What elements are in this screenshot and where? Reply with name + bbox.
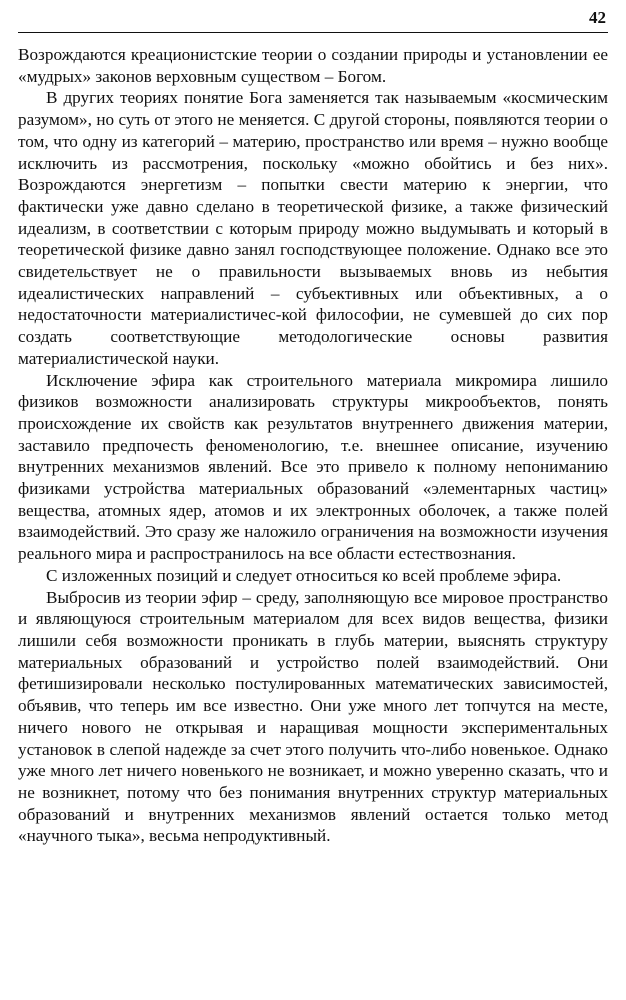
document-body <box>18 44 608 847</box>
page-header <box>18 0 608 33</box>
page-number: 42 <box>589 8 606 27</box>
document-page <box>18 0 608 1000</box>
paragraph: Исключение эфира как строительного материала микромира лишило физиков возможности анализировать структуры микрообъектов, понять происхождение их свойств как результатов внутреннего движения материи, заставило предпочесть феноменологию, т.е. внешнее описание, изучению внутренних механизмов явлений. Все это привело к полному непониманию физиками устройства материальных образований «элементарных частиц» вещества, атомных ядер, атомов и их электронных оболочек, а также полей взаимодействий. Это сразу же наложило ограничения на возможности изучения реального мира и распространилось на все области естествознания. <box>18 370 608 564</box>
paragraph: В других теориях понятие Бога заменяется так называемым «космическим разумом», но суть от этого не меняется. С другой стороны, появляются теории о том, что одну из категорий – материю, пространство или время – нужно вообще исключить из рассмотрения, поскольку «можно обойтись и без них». Возрождаются энергетизм – попытки свести материю к энергии, что фактически уже давно сделано в теоретической физике, а также физический идеализм, в соответствии с которым природу можно выдумывать и который в теоретической физике давно занял господствующее положение. Однако все это свидетельствует не о правильности вызываемых вновь из небытия идеалистических направлений – субъективных или объективных, а о недостаточности материалистичес-кой философии, не сумевшей до сих пор создать соответствующие методологические основы развития материалистической науки. <box>18 88 608 368</box>
paragraph: С изложенных позиций и следует относиться ко всей проблеме эфира. <box>46 565 562 585</box>
paragraph: Возрождаются креационистские теории о создании природы и установлении ее «мудрых» законов верховным существом – Богом. <box>18 45 608 86</box>
paragraph: Выбросив из теории эфир – среду, заполняющую все мировое пространство и являющуюся строительным материалом для всех видов вещества, физики лишили себя возможности проникать в глубь материи, выяснять структуру материальных образований и устройство полей взаимодействий. Они фетишизировали несколько постулированных математических зависимостей, объявив, что теперь им все известно. Они уже много лет топчутся на месте, ничего нового не открывая и наращивая мощности экспериментальных установок в слепой надежде за счет этого получить что-либо новенькое. Однако уже много лет ничего новенького не возникает, и можно уверенно сказать, что и не возникнет, потому что без понимания внутренних структур материальных образований и внутренних механизмов явлений остается только метод «научного тыка», весьма непродуктивный. <box>18 587 608 846</box>
